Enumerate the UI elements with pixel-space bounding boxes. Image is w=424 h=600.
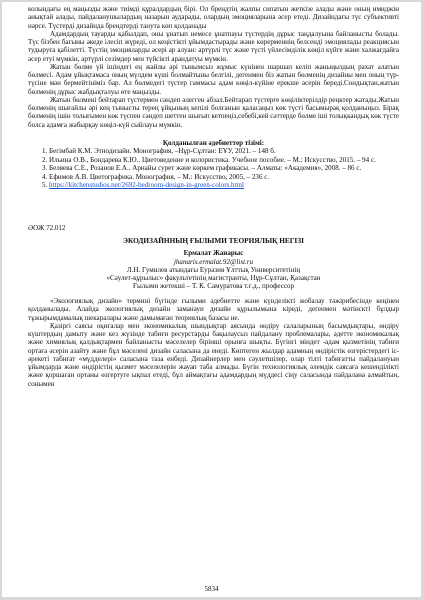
paragraph: колындағы ең маңызды және тиімді құралдардың бірі. Ол брендтің жалпы сипатын жеткізе алады және оның имиджін анықтай алады, пайдаланушылардың назарын аударады, олардың эмоцияларына әсер етеді. Дизайндағы түс субъективті нәрсе. Түстерді дизайнда брендтерді танута көп қолданады	[28, 5, 399, 30]
udk-code: ӘОЖ 72.012	[28, 223, 66, 232]
reference-item: 1. Бегімбай К.М. Этнодизайн. Монография, –Нұр-Сұлтан: ЕҰУ, 2021. – 148 б.	[42, 147, 276, 156]
paragraph: Жатын бөлме үй ішіндегі ең жайлы әрі тынымсыз жұмыс күнінен шаршап келіп жаныңыздың рахат алатын бөлмесі. Адам ұйықтамаса оның мүлдем күші болмайтыны белгілі, дегенмен біз жатын бөлменің дизайны мен оның түр-түсіне мән бермейтініміз бар. Ал бөлмедегі түстер гаммасы адам көңіл-күйіне ерекше әсерін береді.Сондықтан,жатын бөлменің дұрыс жабдықталуы өте маңызды.	[28, 62, 399, 96]
reference-number: 5.	[42, 181, 50, 190]
author-email: jhanaris.ermalat.92@list.ru	[173, 257, 254, 266]
page-number: 5834	[204, 585, 219, 593]
paragraph: «Экологиялық дизайн» термині бүгінде ғылыми әдебиетте және күнделікті жобалау тәжірибесінде кеңінен қолданылады. Алайда экологиялық дизайн заманауи дизайн құрылымына кіреді, дегенмен мәтінскті бұлдыр тұжырымдамалық шекаралары және дамымаған теориялық базасы не.	[28, 297, 399, 322]
article-title: ЭКОДИЗАЙННЫҢ ҒЫЛЫМИ ТЕОРИЯЛЫҚ НЕГІЗІ	[123, 236, 304, 246]
paragraph: Адамдардың тауарды қабылдап, оны ұнатып немесе ұнатпауы түстердің дұрыс таңдалуына байланысты болады. Түс бізбен бағыны әкеде ілесіп жүреді, ол кеңістікті ұйымдастырады және көрерменнің белсенді эмоциялады реакциясын тудыруға қабілетті. Түстің эмоцияларды әсері ар алуан: артүрлі түс және түсті үйлесімділік көңіл күйге және халжағдайға әсер етуі мүмкін, артүрлі сезімдер мен түйсікті арандатуы мүмкін.	[28, 29, 399, 63]
document-page	[2, 2, 421, 597]
reference-item	[42, 181, 399, 190]
paragraph: Жатын бөлмені бейтарап түстермен сәндеп әлегген абзал.Бейтарап түстерге көңіліктерілдір реңктер жатады.Жатын бөлменің шығайлы әрі кең тынысты терең ұйқының кепілі болғанын қаласаңыз көк түсті басымырақ қолданыңыз. Бірақ бөлменің ішін толығымен көк түспен сәндеп шеттен шығып кетпеңіз,себебі,кей сәттерде бөлме іші толықкандық көк түсте болса адамға жабырқау көңіл-күй сыйлауы мүмкін.	[28, 95, 399, 129]
references-heading: Қолданылған әдебиеттер тізімі:	[162, 138, 265, 147]
reference-item: 4. Ефимов А.В. Цветографика. Монография, – М.: Искусство, 2005, – 236 с.	[42, 172, 270, 181]
reference-item: 3. Беляева С.Е., Розанов Е.А.. Арнайы сурет және көркем графикасы. – Алматы: «Академия», 2008. – 86 с.	[42, 164, 362, 173]
supervisor-line: Ғылыми жетекші – Т. К. Самуратова т.ғ.д., профессор	[132, 281, 295, 290]
affiliation-line: Л.Н. Гумилев атындағы Еуразия Ұлттық Университетінің	[126, 265, 301, 274]
author-name: Ермалат Жанарыс	[183, 249, 244, 258]
references-list	[28, 147, 399, 190]
paragraph: Қазіргі саясы оқиғалар мен экономикалық шындықтар аясында өндіру салаларының басымдықтары, өндіру күштердың дамыту және кез жүзінде табиғи ресурстарды бақылаусыз пайдалану проблемалары, әдетте экономикалық және химиялық қалдықтармен байланысты мәселелер бірінші орынға шықты. Бүгінгі міндет -адам қызметінің табиғи ортаға әсерін азайту және бұл мәселені дизайн саласына да енеді. Көптеген жылдар адамның өндірістік өзгерістердегі іс-әрекеті табиғат «мүдделері» саласына таза енбеді. Дизайнерлер мен сәулетшілер, олар тілті табиғатты пайдалануын ұйымдарда және өндірістің қызмет мәселелерін жауап таба алмады. Бүгін технологиялық әлемдік саясаға кешенділікті және қоршаған ортаны өзгертуге ықпал етеді, бұл аймақтағы адамдардың мүддесі сіңу саласында пайдалана алмайтын, сонымен	[28, 321, 399, 388]
reference-link[interactable]: https://kitchenstudios.net/2692-bedroom-design-in-green-colors.html	[49, 181, 244, 190]
reference-item: 2. Ильина О.В., Бондарева К.Ю.. Цветоведение и колористика. Учебное пособие. – М.: Искусство, 2015. – 94 с.	[42, 155, 376, 164]
affiliation-line: «Сәулет-құрылыс» факультетінің магистранты, Нұр-Сұлтан, Қазақстан	[106, 273, 321, 282]
